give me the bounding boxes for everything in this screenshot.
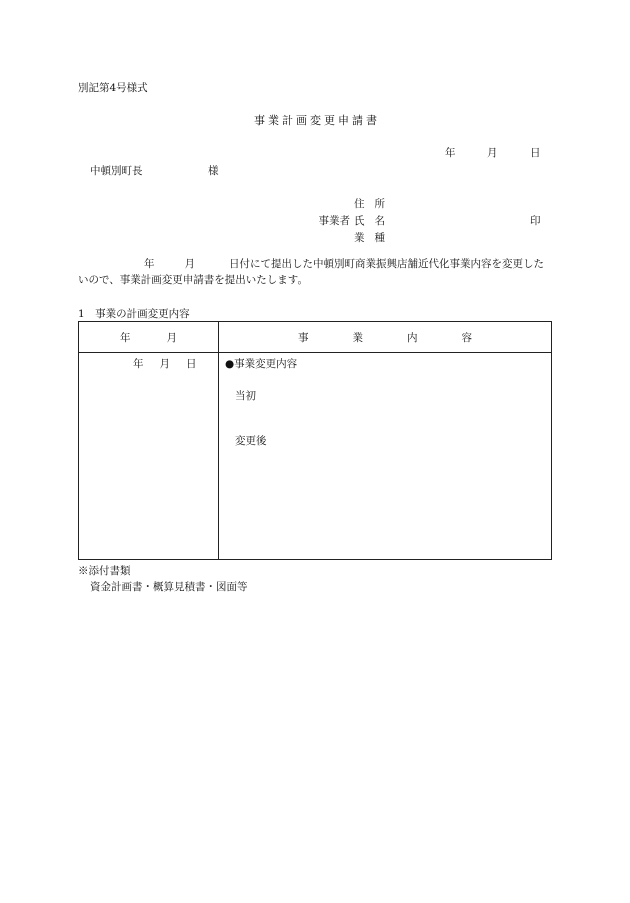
body-month-label: 月 bbox=[184, 258, 195, 270]
date-month-label: 月 bbox=[487, 147, 498, 159]
content-title: ●事業変更内容 bbox=[225, 358, 298, 370]
body-year-label: 年 bbox=[144, 258, 155, 270]
document-title: 事業計画変更申請書 bbox=[254, 114, 380, 127]
row-year-label: 年 bbox=[133, 358, 144, 370]
date-day-label: 日 bbox=[530, 147, 541, 159]
date-year-label: 年 bbox=[445, 147, 456, 159]
applicant-name-label: 氏名 bbox=[354, 215, 395, 227]
date-cell bbox=[79, 353, 219, 560]
content-changed-label: 変更後 bbox=[235, 435, 267, 447]
addressee-honorific: 様 bbox=[208, 165, 219, 177]
form-number: 別記第4号様式 bbox=[78, 82, 148, 94]
content-cell bbox=[219, 353, 552, 560]
header-date: 年月 bbox=[79, 322, 219, 353]
content-initial-label: 当初 bbox=[235, 390, 256, 402]
attachments-title: ※添付書類 bbox=[78, 565, 131, 577]
row-month-label: 月 bbox=[159, 358, 170, 370]
table-row bbox=[79, 353, 552, 560]
section-heading: 1 事業の計画変更内容 bbox=[78, 308, 190, 320]
body-paragraph bbox=[78, 256, 554, 288]
row-day-label: 日 bbox=[186, 358, 197, 370]
row-date bbox=[133, 356, 213, 371]
applicant-address-label: 住所 bbox=[354, 198, 395, 210]
attachments-items: 資金計画書・概算見積書・図面等 bbox=[90, 581, 248, 593]
header-content: 事業内容 bbox=[219, 322, 552, 353]
change-content-table bbox=[78, 321, 552, 560]
seal-mark: 印 bbox=[530, 215, 541, 227]
applicant-label: 事業者 bbox=[318, 215, 350, 227]
body-text: 日付にて提出した中頓別町商業振興店舗近代化事業内容を変更したいので、事業計画変更申請書を提出いたします。 bbox=[78, 258, 544, 286]
applicant-business-label: 業種 bbox=[354, 232, 395, 244]
table-header-row bbox=[79, 322, 552, 353]
addressee: 中頓別町長 bbox=[90, 165, 143, 177]
